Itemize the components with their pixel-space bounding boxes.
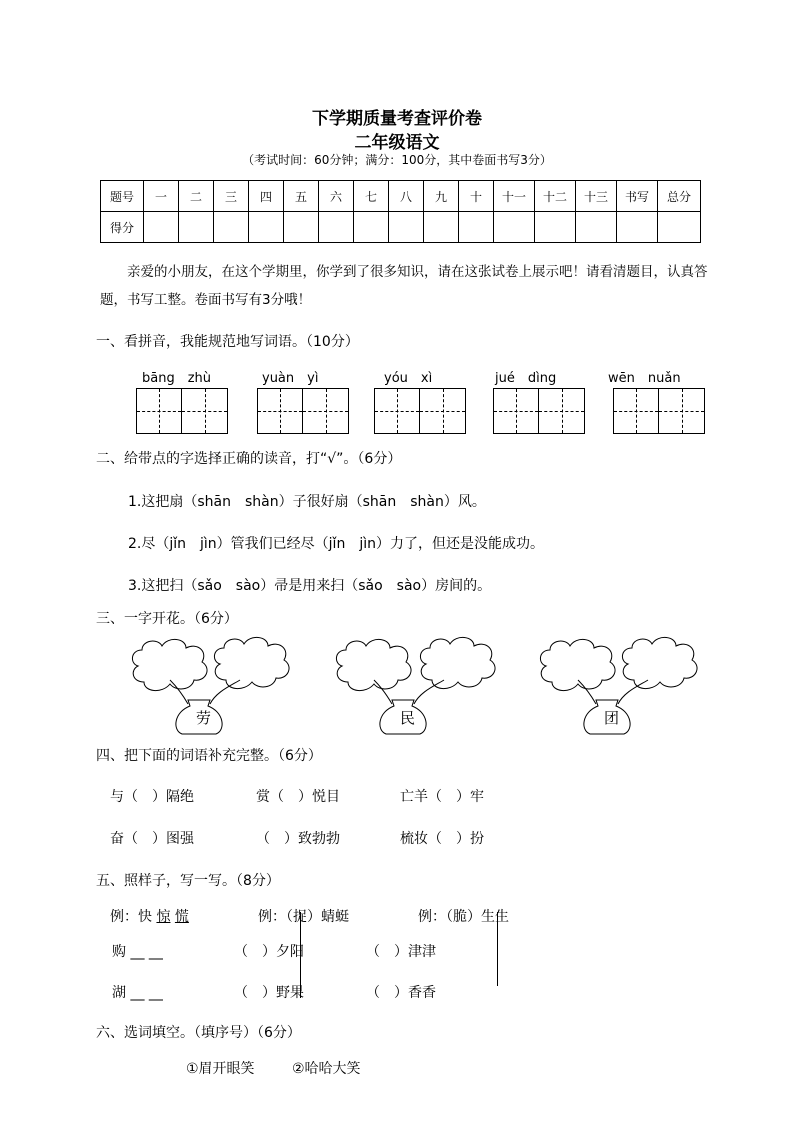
pinyin-label: yóu xì [384, 371, 433, 386]
example-prefix: 例：快 [110, 909, 152, 925]
section-3-title: 三、一字开花。（6分） [96, 611, 238, 627]
vase-char: 团 [604, 709, 620, 727]
table-cell: 书写 [617, 181, 658, 212]
table-cell: 总分 [658, 181, 701, 212]
idiom-item: 赏（ ）悦目 [256, 789, 340, 805]
idiom-item: 奋（ ）图强 [110, 831, 194, 847]
table-cell: 十二 [535, 181, 576, 212]
pinyin-label: yuàn yì [262, 371, 319, 386]
table-cell: 二 [179, 181, 214, 212]
writing-grid[interactable] [493, 388, 585, 434]
fill-item: （ ）津津 [366, 944, 436, 960]
fill-item: 湖 __ __ [112, 985, 163, 1001]
vase-char: 民 [400, 709, 416, 727]
exam-note: （考试时间：60分钟；满分：100分，其中卷面书写3分） [242, 153, 552, 167]
writing-grid[interactable] [136, 388, 228, 434]
table-cell: 三 [214, 181, 249, 212]
fill-item: 购 __ __ [112, 944, 163, 960]
fill-item: （ ）野果 [234, 985, 304, 1001]
table-row [101, 181, 701, 212]
paper-title: 下学期质量考查评价卷 [312, 109, 482, 129]
score-cell[interactable] [535, 212, 576, 243]
section-1-title: 一、看拼音，我能规范地写词语。（10分） [96, 334, 359, 350]
table-cell: 七 [354, 181, 389, 212]
table-cell: 题号 [101, 181, 144, 212]
idiom-item: 梳妆（ ）扮 [400, 831, 484, 847]
writing-cell[interactable] [539, 389, 584, 433]
writing-cell[interactable] [182, 389, 227, 433]
example-word: 惊 [156, 909, 171, 925]
example-word: 慌 [174, 909, 189, 925]
question-item: 1.这把扇（shān shàn）子很好扇（shān shàn）风。 [128, 494, 486, 510]
score-cell[interactable] [249, 212, 284, 243]
example-2: 例：（捉）蜻蜓 [258, 909, 349, 925]
score-cell[interactable] [459, 212, 494, 243]
writing-grid[interactable] [257, 388, 349, 434]
idiom-item: 亡羊（ ）牢 [400, 789, 484, 805]
score-cell[interactable] [389, 212, 424, 243]
table-cell: 十 [459, 181, 494, 212]
table-cell: 五 [284, 181, 319, 212]
writing-grid[interactable] [613, 388, 705, 434]
writing-cell[interactable] [375, 389, 420, 433]
fill-item: （ ）香香 [366, 985, 436, 1001]
writing-cell[interactable] [303, 389, 348, 433]
writing-cell[interactable] [258, 389, 303, 433]
writing-cell[interactable] [659, 389, 704, 433]
flower-group [336, 637, 495, 734]
score-cell[interactable] [658, 212, 701, 243]
table-cell: 十一 [494, 181, 535, 212]
idiom-item: （ ）致勃勃 [256, 831, 340, 847]
writing-grid[interactable] [374, 388, 466, 434]
score-cell[interactable] [494, 212, 535, 243]
writing-cell[interactable] [137, 389, 182, 433]
example-1 [110, 906, 189, 926]
score-cell[interactable] [354, 212, 389, 243]
table-cell: 十三 [576, 181, 617, 212]
writing-cell[interactable] [494, 389, 539, 433]
table-cell: 四 [249, 181, 284, 212]
score-cell[interactable] [214, 212, 249, 243]
score-cell[interactable] [617, 212, 658, 243]
question-item: 2.尽（jǐn jìn）管我们已经尽（jǐn jìn）力了，但还是没能成功。 [128, 536, 544, 552]
example-3: 例：（脆）生生 [418, 909, 509, 925]
section-6-title: 六、选词填空。（填序号）（6分） [96, 1025, 301, 1041]
section-2-title: 二、给带点的字选择正确的读音，打“√”。（6分） [96, 451, 402, 467]
vase-char: 劳 [196, 709, 212, 727]
writing-cell[interactable] [420, 389, 465, 433]
intro-text: 亲爱的小朋友，在这个学期里，你学到了很多知识，请在这张试卷上展示吧！请看清题目，认真答题，书写工整。卷面书写有3分哦！ [100, 264, 708, 308]
table-cell: 六 [319, 181, 354, 212]
table-row [101, 212, 701, 243]
pinyin-label: jué dìng [495, 371, 557, 386]
pinyin-label: bāng zhù [142, 371, 212, 386]
fill-item: （ ）夕阳 [234, 944, 304, 960]
score-cell[interactable] [576, 212, 617, 243]
table-cell: 九 [424, 181, 459, 212]
score-cell[interactable] [284, 212, 319, 243]
pinyin-label: wēn nuǎn [608, 371, 681, 386]
section-4-title: 四、把下面的词语补充完整。（6分） [96, 748, 322, 764]
idiom-item: 与（ ）隔绝 [110, 789, 194, 805]
score-cell[interactable] [144, 212, 179, 243]
writing-cell[interactable] [614, 389, 659, 433]
score-cell[interactable] [319, 212, 354, 243]
table-cell: 得分 [101, 212, 144, 243]
table-cell: 八 [389, 181, 424, 212]
table-cell: 一 [144, 181, 179, 212]
option-item: ①眉开眼笑 [186, 1061, 255, 1077]
score-cell[interactable] [424, 212, 459, 243]
section-5-title: 五、照样子，写一写。（8分） [96, 873, 280, 889]
score-table [100, 180, 701, 243]
option-item: ②哈哈大笑 [292, 1061, 361, 1077]
divider-line [497, 912, 498, 986]
score-cell[interactable] [179, 212, 214, 243]
paper-grade: 二年级语文 [354, 133, 440, 153]
question-item: 3.这把扫（sǎo sào）帚是用来扫（sǎo sào）房间的。 [128, 578, 492, 594]
